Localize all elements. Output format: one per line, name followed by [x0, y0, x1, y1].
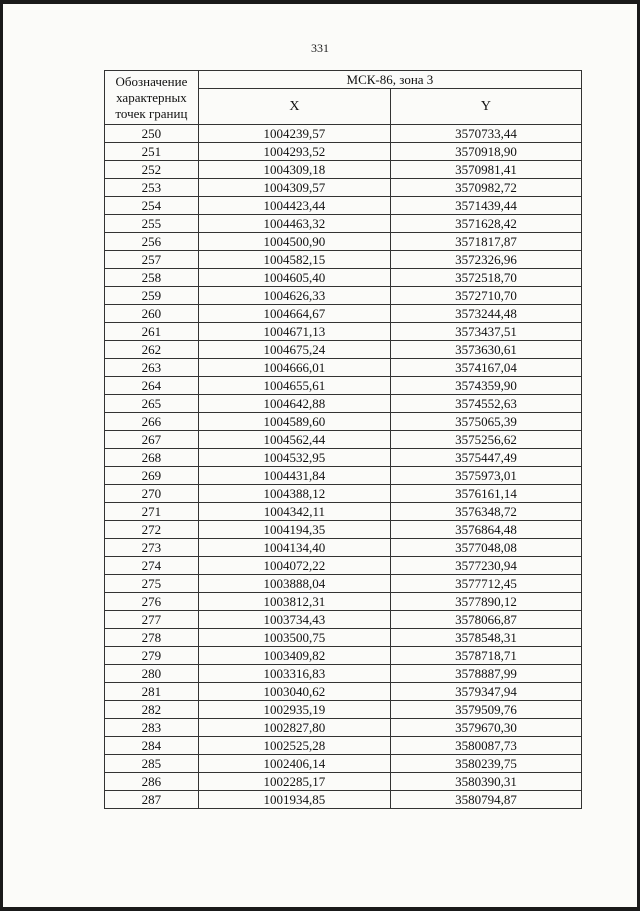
y-cell: 3575973,01 [390, 467, 581, 485]
point-cell: 263 [105, 359, 199, 377]
x-cell: 1003409,82 [198, 647, 390, 665]
table-row [105, 377, 582, 395]
table-row [105, 215, 582, 233]
point-cell: 275 [105, 575, 199, 593]
point-cell: 255 [105, 215, 199, 233]
coordinates-table [104, 70, 582, 809]
point-label-header: Обозначение характерных точек границ [105, 71, 199, 125]
x-cell: 1001934,85 [198, 791, 390, 809]
table-row [105, 359, 582, 377]
x-cell: 1004239,57 [198, 125, 390, 143]
table-row [105, 251, 582, 269]
y-cell: 3580390,31 [390, 773, 581, 791]
point-cell: 281 [105, 683, 199, 701]
table-row [105, 719, 582, 737]
point-cell: 272 [105, 521, 199, 539]
point-cell: 256 [105, 233, 199, 251]
x-cell: 1004342,11 [198, 503, 390, 521]
point-cell: 261 [105, 323, 199, 341]
y-cell: 3572518,70 [390, 269, 581, 287]
y-cell: 3572710,70 [390, 287, 581, 305]
table-row [105, 197, 582, 215]
table-row [105, 521, 582, 539]
x-cell: 1003316,83 [198, 665, 390, 683]
point-cell: 279 [105, 647, 199, 665]
y-header: Y [390, 89, 581, 125]
point-cell: 253 [105, 179, 199, 197]
y-cell: 3579509,76 [390, 701, 581, 719]
y-cell: 3571817,87 [390, 233, 581, 251]
x-cell: 1004605,40 [198, 269, 390, 287]
y-cell: 3574359,90 [390, 377, 581, 395]
point-cell: 278 [105, 629, 199, 647]
y-cell: 3572326,96 [390, 251, 581, 269]
x-cell: 1004562,44 [198, 431, 390, 449]
table-row [105, 269, 582, 287]
table-body [105, 125, 582, 809]
point-cell: 254 [105, 197, 199, 215]
table-row [105, 413, 582, 431]
y-cell: 3570918,90 [390, 143, 581, 161]
point-cell: 283 [105, 719, 199, 737]
y-cell: 3576864,48 [390, 521, 581, 539]
point-cell: 269 [105, 467, 199, 485]
table-row [105, 737, 582, 755]
point-cell: 270 [105, 485, 199, 503]
table-row [105, 161, 582, 179]
y-cell: 3573437,51 [390, 323, 581, 341]
y-cell: 3580087,73 [390, 737, 581, 755]
x-cell: 1002827,80 [198, 719, 390, 737]
x-cell: 1004388,12 [198, 485, 390, 503]
x-cell: 1004589,60 [198, 413, 390, 431]
table-header [105, 71, 582, 125]
x-cell: 1003812,31 [198, 593, 390, 611]
x-cell: 1004500,90 [198, 233, 390, 251]
x-cell: 1003734,43 [198, 611, 390, 629]
table-row [105, 125, 582, 143]
y-cell: 3570982,72 [390, 179, 581, 197]
point-cell: 268 [105, 449, 199, 467]
y-cell: 3573630,61 [390, 341, 581, 359]
x-cell: 1002285,17 [198, 773, 390, 791]
y-cell: 3570981,41 [390, 161, 581, 179]
point-cell: 273 [105, 539, 199, 557]
y-cell: 3575256,62 [390, 431, 581, 449]
x-cell: 1004072,22 [198, 557, 390, 575]
x-cell: 1004431,84 [198, 467, 390, 485]
y-cell: 3577890,12 [390, 593, 581, 611]
table-row [105, 323, 582, 341]
table-row [105, 593, 582, 611]
y-cell: 3578718,71 [390, 647, 581, 665]
y-cell: 3578548,31 [390, 629, 581, 647]
point-cell: 280 [105, 665, 199, 683]
x-cell: 1002525,28 [198, 737, 390, 755]
page-number: 331 [311, 41, 329, 55]
point-cell: 257 [105, 251, 199, 269]
x-cell: 1004582,15 [198, 251, 390, 269]
x-cell: 1004463,32 [198, 215, 390, 233]
table-row [105, 179, 582, 197]
table-row [105, 233, 582, 251]
point-cell: 267 [105, 431, 199, 449]
table-row [105, 539, 582, 557]
y-cell: 3571439,44 [390, 197, 581, 215]
y-cell: 3575447,49 [390, 449, 581, 467]
point-cell: 252 [105, 161, 199, 179]
x-header: X [198, 89, 390, 125]
x-cell: 1004642,88 [198, 395, 390, 413]
y-cell: 3580239,75 [390, 755, 581, 773]
point-cell: 259 [105, 287, 199, 305]
y-cell: 3570733,44 [390, 125, 581, 143]
table-row [105, 467, 582, 485]
table-row [105, 341, 582, 359]
table-row [105, 791, 582, 809]
y-cell: 3578887,99 [390, 665, 581, 683]
coordinate-system-header: МСК-86, зона 3 [198, 71, 581, 89]
table-row [105, 773, 582, 791]
y-cell: 3579347,94 [390, 683, 581, 701]
y-cell: 3580794,87 [390, 791, 581, 809]
y-cell: 3574167,04 [390, 359, 581, 377]
x-cell: 1002406,14 [198, 755, 390, 773]
x-cell: 1003888,04 [198, 575, 390, 593]
table-row [105, 431, 582, 449]
point-cell: 258 [105, 269, 199, 287]
point-cell: 260 [105, 305, 199, 323]
x-cell: 1004293,52 [198, 143, 390, 161]
table-row [105, 647, 582, 665]
table-row [105, 611, 582, 629]
point-cell: 251 [105, 143, 199, 161]
y-cell: 3577230,94 [390, 557, 581, 575]
point-cell: 274 [105, 557, 199, 575]
y-cell: 3571628,42 [390, 215, 581, 233]
x-cell: 1004655,61 [198, 377, 390, 395]
point-cell: 276 [105, 593, 199, 611]
point-cell: 287 [105, 791, 199, 809]
x-cell: 1004666,01 [198, 359, 390, 377]
x-cell: 1004309,57 [198, 179, 390, 197]
point-cell: 286 [105, 773, 199, 791]
point-cell: 285 [105, 755, 199, 773]
point-cell: 266 [105, 413, 199, 431]
y-cell: 3577048,08 [390, 539, 581, 557]
table-row [105, 485, 582, 503]
y-cell: 3576161,14 [390, 485, 581, 503]
table-row [105, 701, 582, 719]
x-cell: 1003040,62 [198, 683, 390, 701]
table-row [105, 665, 582, 683]
point-cell: 282 [105, 701, 199, 719]
table-row [105, 395, 582, 413]
x-cell: 1004675,24 [198, 341, 390, 359]
point-cell: 265 [105, 395, 199, 413]
y-cell: 3579670,30 [390, 719, 581, 737]
x-cell: 1004532,95 [198, 449, 390, 467]
table-row [105, 629, 582, 647]
x-cell: 1004194,35 [198, 521, 390, 539]
y-cell: 3576348,72 [390, 503, 581, 521]
table-row [105, 305, 582, 323]
table-row [105, 683, 582, 701]
point-cell: 264 [105, 377, 199, 395]
y-cell: 3573244,48 [390, 305, 581, 323]
table-row [105, 287, 582, 305]
header-row-1 [105, 71, 582, 89]
y-cell: 3574552,63 [390, 395, 581, 413]
x-cell: 1004309,18 [198, 161, 390, 179]
point-cell: 277 [105, 611, 199, 629]
x-cell: 1004664,67 [198, 305, 390, 323]
table-row [105, 143, 582, 161]
y-cell: 3578066,87 [390, 611, 581, 629]
table-row [105, 503, 582, 521]
table-row [105, 755, 582, 773]
y-cell: 3575065,39 [390, 413, 581, 431]
table-row [105, 557, 582, 575]
x-cell: 1004134,40 [198, 539, 390, 557]
x-cell: 1004626,33 [198, 287, 390, 305]
point-cell: 284 [105, 737, 199, 755]
x-cell: 1003500,75 [198, 629, 390, 647]
point-cell: 250 [105, 125, 199, 143]
x-cell: 1004671,13 [198, 323, 390, 341]
point-cell: 262 [105, 341, 199, 359]
x-cell: 1002935,19 [198, 701, 390, 719]
y-cell: 3577712,45 [390, 575, 581, 593]
document-page [3, 4, 637, 907]
table-row [105, 575, 582, 593]
point-cell: 271 [105, 503, 199, 521]
x-cell: 1004423,44 [198, 197, 390, 215]
table-row [105, 449, 582, 467]
